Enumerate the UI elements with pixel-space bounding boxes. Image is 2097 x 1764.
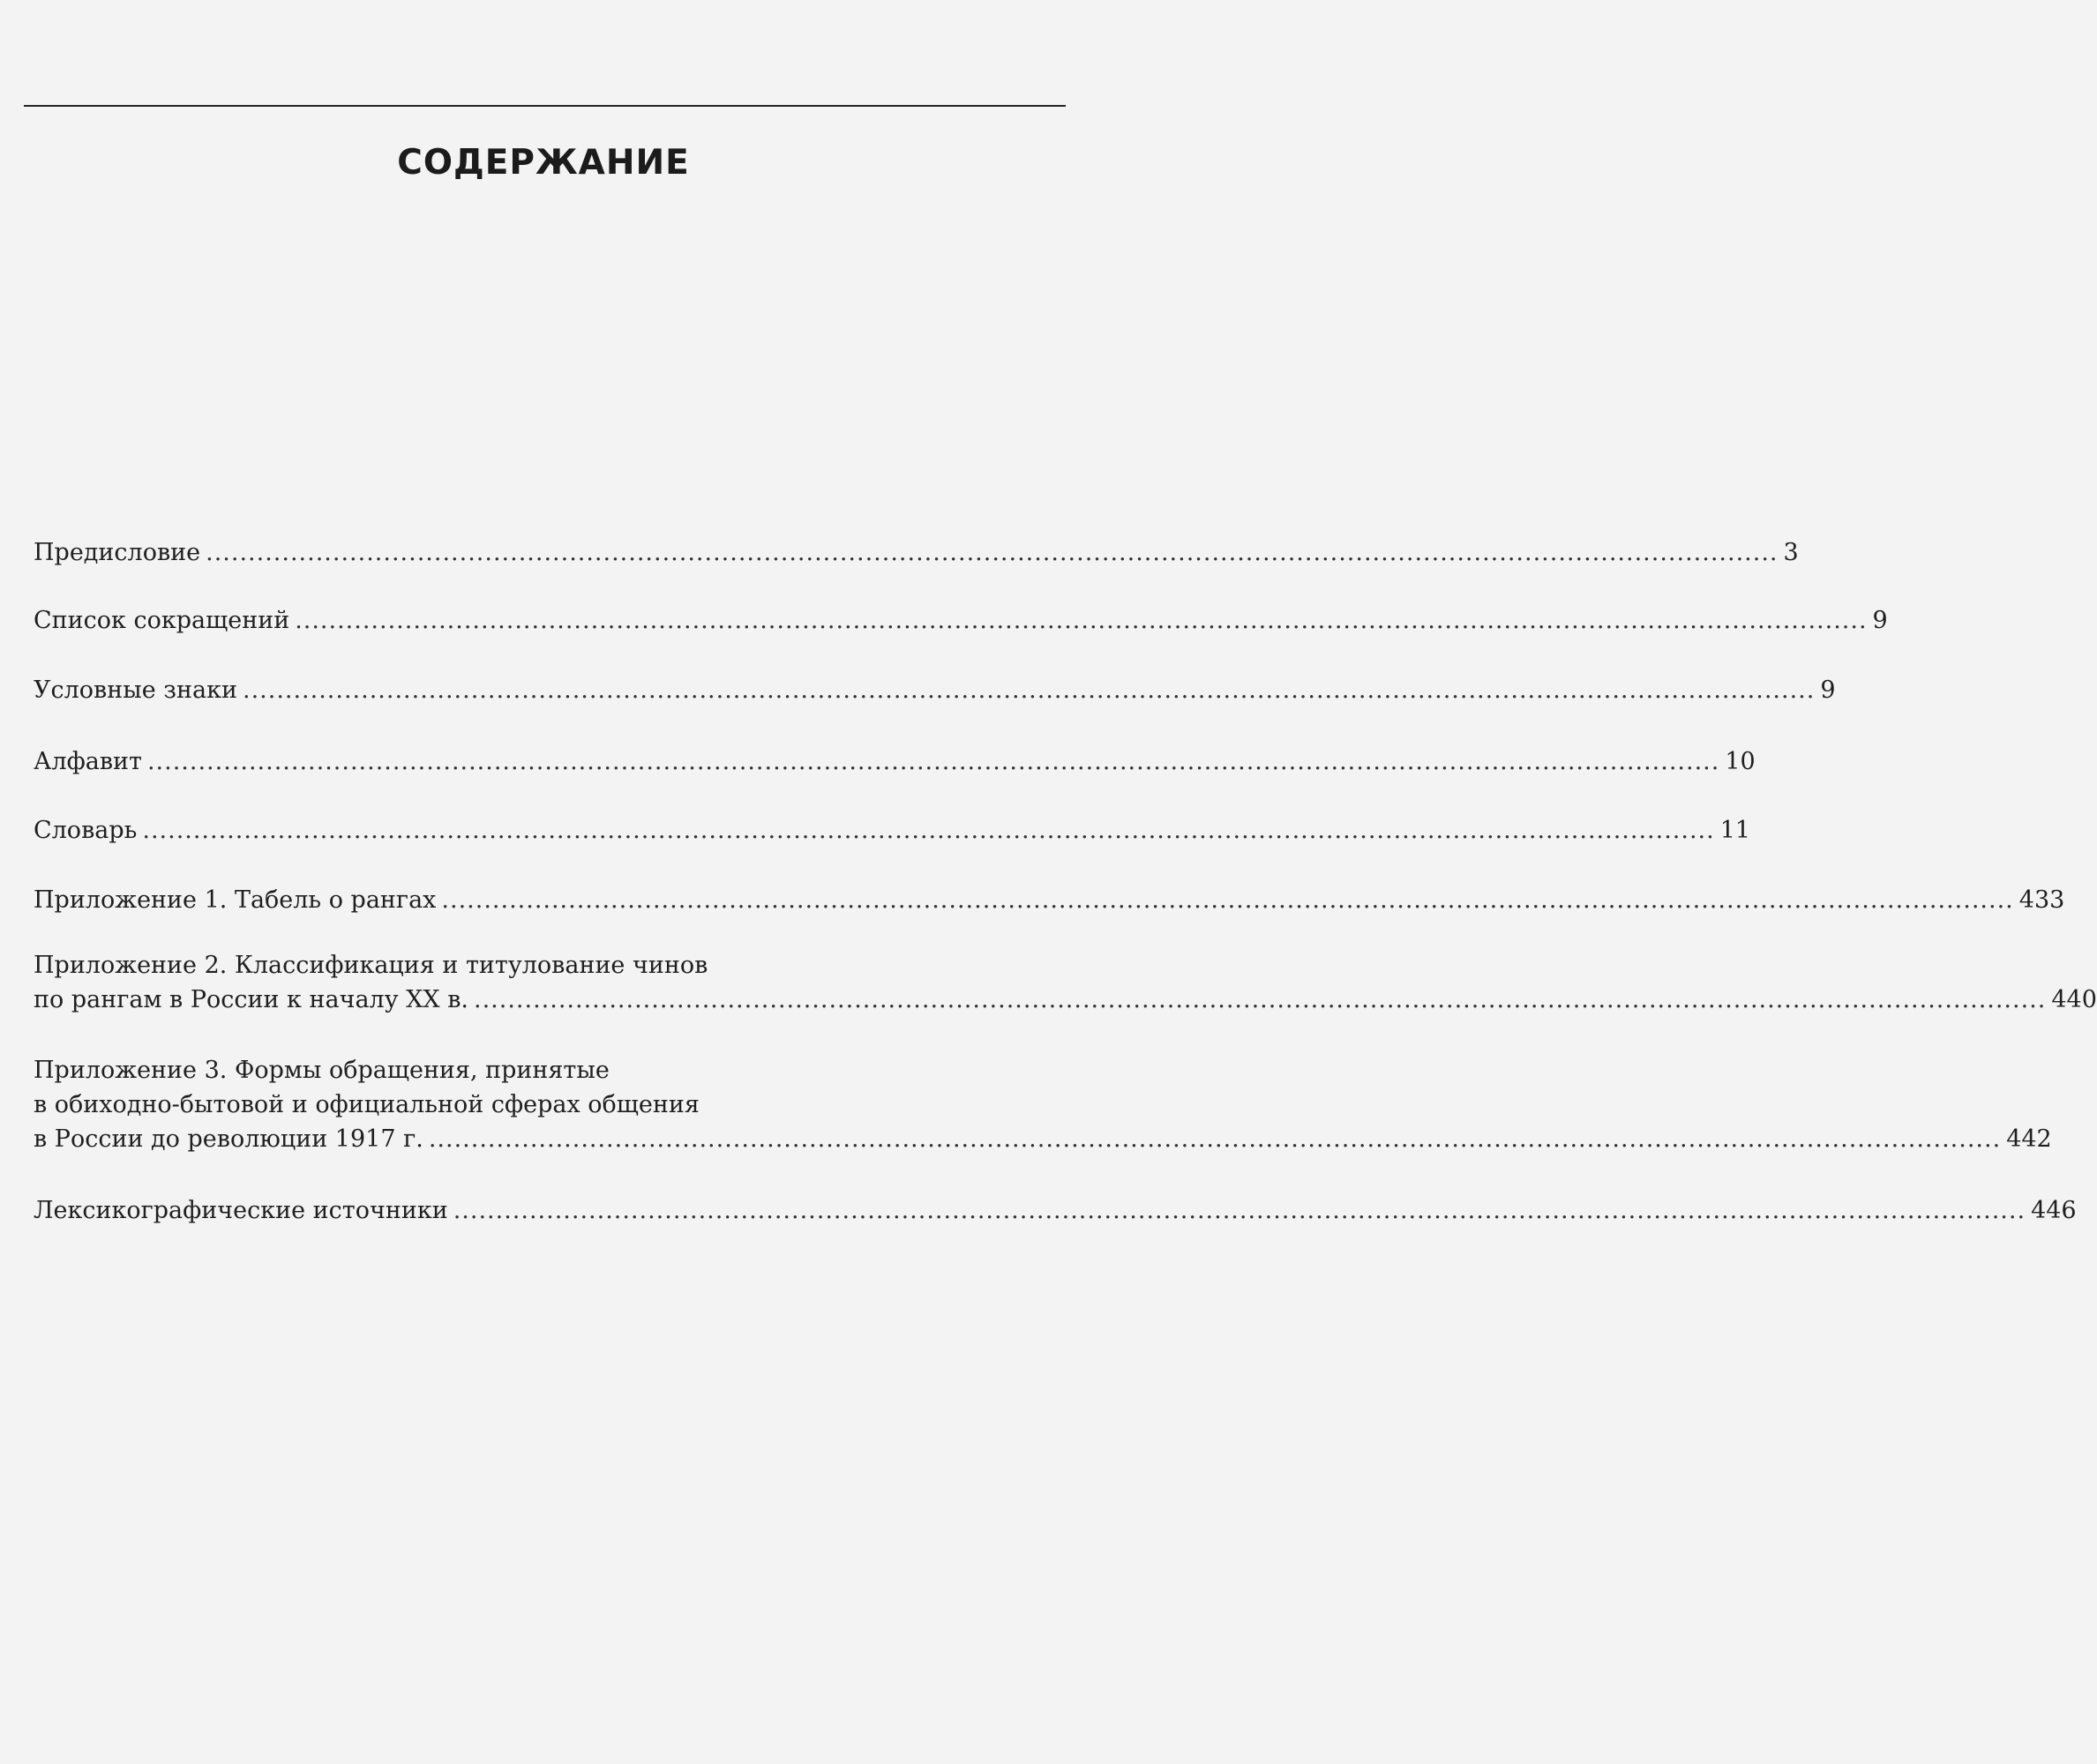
toc-leader-dots: ..........................................................................................................................................................................................: [242, 676, 1816, 704]
table-of-contents: [34, 0, 2097, 1764]
toc-page-number: 442: [2006, 1125, 2052, 1153]
toc-leader-dots: ..........................................................................................................................................................................................: [206, 539, 1779, 566]
toc-leader-dots: ..........................................................................................................................................................................................: [146, 748, 1720, 775]
toc-entry-title-line: Приложение 2. Классификация и титулование чинов: [34, 952, 708, 979]
toc-line: [34, 603, 1888, 638]
toc-page-number: 10: [1725, 748, 1756, 775]
toc-page-number: 9: [1872, 607, 1888, 634]
toc-entry-title: Алфавит: [34, 748, 142, 775]
toc-entry-sources[interactable]: [34, 1193, 2077, 1228]
toc-page-number: 11: [1719, 817, 1751, 844]
toc-line: [34, 813, 1751, 848]
toc-entry-title: Лексикографические источники: [34, 1197, 448, 1224]
toc-entry-preface[interactable]: [34, 535, 1799, 570]
toc-entry-title: по рангам в России к началу XX в.: [34, 986, 468, 1013]
toc-leader-dots: ..........................................................................................................................................................................................: [474, 986, 2047, 1013]
toc-page-number: 9: [1820, 676, 1836, 704]
toc-entry-dictionary[interactable]: [34, 813, 1751, 848]
toc-line: [34, 673, 1836, 707]
toc-entry-abbreviations[interactable]: [34, 603, 1888, 638]
toc-entry-title: Приложение 1. Табель о рангах: [34, 886, 437, 914]
toc-entry-appendix-1[interactable]: [34, 883, 2065, 917]
toc-page-number: 446: [2031, 1197, 2077, 1224]
toc-leader-dots: ..........................................................................................................................................................................................: [142, 817, 1715, 844]
toc-line: [34, 535, 1799, 570]
toc-line: [34, 983, 2097, 1017]
page-title: СОДЕРЖАНИЕ: [397, 143, 690, 183]
toc-leader-dots: ..........................................................................................................................................................................................: [295, 607, 1868, 634]
toc-leader-dots: ..........................................................................................................................................................................................: [428, 1125, 2002, 1153]
toc-leader-dots: ..........................................................................................................................................................................................: [453, 1197, 2026, 1224]
toc-entry-appendix-3[interactable]: [34, 1053, 2052, 1156]
toc-entry-title: Условные знаки: [34, 676, 237, 704]
toc-entry-alphabet[interactable]: [34, 744, 1756, 779]
toc-page-number: 440: [2051, 986, 2097, 1013]
toc-entry-appendix-2[interactable]: [34, 948, 2097, 1017]
toc-line: [34, 1193, 2077, 1228]
toc-leader-dots: ..........................................................................................................................................................................................: [441, 886, 2014, 914]
toc-page-number: 3: [1783, 539, 1799, 566]
toc-entry-title: Предисловие: [34, 539, 201, 566]
toc-line: [34, 883, 2065, 917]
toc-entry-title: Словарь: [34, 817, 138, 844]
toc-entry-title: Список сокращений: [34, 607, 290, 634]
toc-entry-title-line: в обиходно-бытовой и официальной сферах общения: [34, 1091, 700, 1118]
toc-line: [34, 1122, 2052, 1156]
toc-page-number: 433: [2018, 886, 2065, 914]
toc-entry-title: в России до революции 1917 г.: [34, 1125, 423, 1153]
toc-entry-title-line: Приложение 3. Формы обращения, принятые: [34, 1057, 610, 1084]
toc-line: [34, 744, 1756, 779]
toc-entry-symbols[interactable]: [34, 673, 1836, 707]
